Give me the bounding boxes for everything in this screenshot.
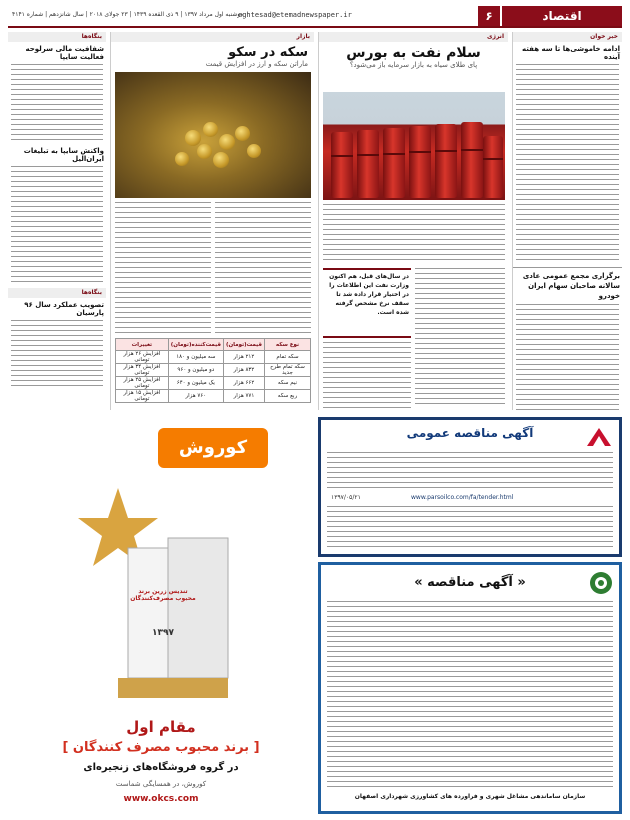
story-headline[interactable]: تصویب عملکرد سال ۹۶ پارسیان — [24, 301, 104, 317]
story-body — [215, 202, 311, 334]
story-body — [11, 320, 103, 390]
tender-ad-1[interactable] — [318, 417, 622, 557]
ad-body — [327, 601, 613, 787]
story-body — [323, 204, 505, 264]
story-subtitle: ماراتن سکه و ارز در افزایش قیمت — [205, 60, 308, 68]
table-header: نوع سکه — [265, 339, 311, 351]
ad-footer: سازمان ساماندهی مشاغل شهری و فرآورده های کشاورزی شهرداری اصفهان — [354, 793, 586, 800]
pull-quote: در سال‌های قبل، هم اکنون وزارت نفت این اطلاعات را در اختیار قرار داده شد تا سقف نرخ مشخص گرفته شده است. — [323, 268, 411, 338]
kourosh-ad[interactable] — [8, 418, 314, 814]
table-header: تغییرات — [116, 339, 169, 351]
ad-rank: مقام اول — [126, 718, 196, 736]
story-body — [516, 64, 619, 264]
ad-award: [ برند محبوب مصرف کنندگان ] — [62, 740, 260, 755]
oil-barrels-photo — [323, 92, 505, 200]
table-header: قیمت(تومان) — [223, 339, 264, 351]
page-header — [8, 6, 622, 28]
left-news-column — [8, 32, 106, 410]
coin-story — [110, 32, 314, 410]
oil-story — [318, 32, 508, 410]
ad-body — [327, 506, 613, 550]
municipality-logo — [589, 571, 613, 595]
kourosh-logo: کوروش — [158, 428, 268, 468]
column-kicker: بنگاه‌ها — [8, 32, 106, 42]
ad-title: « آگهی مناقصه » — [414, 575, 526, 590]
ad-slogan: کوروش، در همسایگی شماست — [115, 780, 207, 788]
story-kicker: بازار — [111, 32, 314, 42]
story-body — [11, 166, 103, 286]
table-row: سکه تمام ۲۱۲ هزار سه میلیون و ۱۸۰ افزایش ۲۶ هزار تومانی — [116, 351, 311, 364]
gold-coins-photo — [115, 72, 311, 198]
story-body — [323, 342, 411, 408]
tender-deadline: ۱۳۹۷/۰۵/۲۱ — [331, 494, 361, 501]
section-title: اقتصاد — [502, 6, 622, 26]
story-body — [115, 202, 211, 334]
column-kicker: خبر خوان — [513, 32, 622, 42]
story-kicker: انرژی — [319, 32, 508, 42]
story-headline[interactable]: ادامه خاموشی‌ها تا سه هفته آینده — [522, 45, 620, 61]
story-title[interactable]: سلام نفت به بورس — [346, 45, 481, 61]
story-headline[interactable]: شفافیت مالی سرلوحه فعالیت سایپا — [25, 45, 104, 61]
coin-price-table — [115, 338, 311, 408]
trophy-image — [48, 478, 248, 708]
tender-url[interactable]: www.parsoilco.com/fa/tender.html — [411, 494, 514, 501]
story-subtitle: پای طلای سیاه به بازار سرمایه باز می‌شود؟ — [349, 61, 478, 69]
tender-ad-2[interactable] — [318, 562, 622, 814]
ad-url[interactable]: www.okcs.com — [123, 794, 199, 804]
story-headline[interactable]: واکنش سایپا به تبلیغات ایران‌الیل — [23, 147, 104, 163]
page-number: ۶ — [478, 6, 500, 26]
story-headline[interactable]: برگزاری مجمع عمومی عادی سالانه صاحبان سهام ایران خودرو — [522, 272, 620, 300]
table-header: قیمت‌کننده(تومان) — [168, 339, 223, 351]
trophy-text: تندیس زرین برند محبوب مصرف‌کنندگان — [130, 588, 196, 602]
ad-body — [327, 452, 613, 492]
story-body — [415, 268, 505, 408]
issue-date: دوشنبه اول مرداد ۱۳۹۷ | ۹ ذی القعده ۱۴۳۹ | ۲۳ جولای ۲۰۱۸ | سال شانزدهم | شماره ۴۱۴۱ — [12, 11, 243, 18]
table-row: نیم سکه ۶۶۲ هزار یک میلیون و ۶۴۰ افزایش ۲۵ هزار تومانی — [116, 377, 311, 390]
story-title[interactable]: سکه در سکو — [228, 45, 308, 60]
table-row: سکه تمام طرح جدید ۸۳۲ هزار دو میلیون و ۹۶۰ افزایش ۳۴ هزار تومانی — [116, 364, 311, 377]
ad-group: در گروه فروشگاه‌های زنجیره‌ای — [83, 762, 239, 773]
newspaper-email[interactable]: eghtesad@etemadnewspaper.ir — [238, 11, 352, 19]
column-kicker: بنگاه‌ها — [8, 288, 106, 298]
ad-title: آگهی مناقصه عمومی — [406, 426, 534, 440]
trophy-year: ۱۳۹۷ — [152, 628, 174, 638]
company-logo — [585, 426, 613, 448]
right-news-column — [512, 32, 622, 410]
story-body — [516, 304, 619, 410]
table-row: ربع سکه ۷۷۱ هزار ۷۶۰ هزار افزایش ۱۵ هزار تومانی — [116, 390, 311, 403]
story-body — [11, 64, 103, 144]
